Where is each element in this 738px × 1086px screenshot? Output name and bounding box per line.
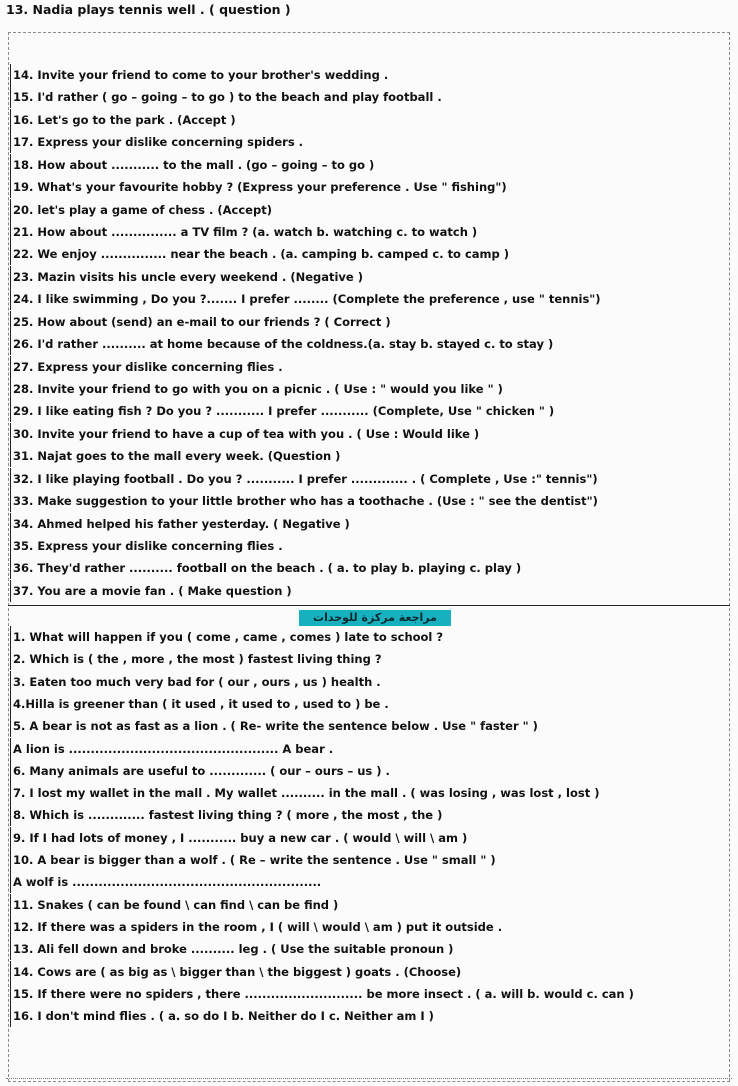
question-line: 9. If I had lots of money , I ........... buy a new car . ( would \ will \ am ) (10, 827, 467, 849)
question-line: 14. Cows are ( as big as \ bigger than \ the biggest ) goats . (Choose) (10, 961, 461, 983)
question-line: 30. Invite your friend to have a cup of tea with you . ( Use : Would like ) (10, 423, 479, 445)
question-line: 37. You are a movie fan . ( Make question ) (10, 580, 292, 602)
question-line: 11. Snakes ( can be found \ can find \ can be find ) (10, 894, 338, 916)
question-line: A wolf is ......................................................... (10, 871, 321, 893)
question-line: 35. Express your dislike concerning flies . (10, 535, 283, 557)
question-line: 1. What will happen if you ( come , came , comes ) late to school ? (10, 626, 443, 648)
section-banner: مراجعة مركزة للوحدات (299, 610, 451, 626)
question-line: 10. A bear is bigger than a wolf . ( Re – write the sentence . Use " small " ) (10, 849, 496, 871)
question-line: 24. I like swimming , Do you ?....... I prefer ........ (Complete the preference , use " tennis") (10, 288, 601, 310)
section-divider (8, 605, 730, 606)
question-line: 19. What's your favourite hobby ? (Express your preference . Use " fishing") (10, 176, 507, 198)
question-line: 36. They'd rather .......... football on the beach . ( a. to play b. playing c. play ) (10, 557, 521, 579)
question-line: 32. I like playing football . Do you ? ........... I prefer ............. . ( Complete , Use :" tennis") (10, 468, 598, 490)
question-line: 17. Express your dislike concerning spiders . (10, 131, 303, 153)
question-line: 20. let's play a game of chess . (Accept) (10, 199, 272, 221)
question-line: 23. Mazin visits his uncle every weekend . (Negative ) (10, 266, 363, 288)
question-line: 22. We enjoy ............... near the beach . (a. camping b. camped c. to camp ) (10, 243, 509, 265)
question-line: 14. Invite your friend to come to your brother's wedding . (10, 64, 388, 86)
question-line: 13. Ali fell down and broke .......... leg . ( Use the suitable pronoun ) (10, 938, 453, 960)
question-line: 31. Najat goes to the mall every week. (Question ) (10, 445, 340, 467)
question-line: 16. Let's go to the park . (Accept ) (10, 109, 236, 131)
question-line: 8. Which is ............. fastest living thing ? ( more , the most , the ) (10, 804, 442, 826)
question-line: 2. Which is ( the , more , the most ) fastest living thing ? (10, 648, 382, 670)
question-line: 15. I'd rather ( go – going – to go ) to the beach and play football . (10, 86, 442, 108)
question-line: 12. If there was a spiders in the room , I ( will \ would \ am ) put it outside . (10, 916, 502, 938)
question-line: 25. How about (send) an e-mail to our friends ? ( Correct ) (10, 311, 391, 333)
question-line: 18. How about ........... to the mall . (go – going – to go ) (10, 154, 374, 176)
question-line: A lion is ................................................ A bear . (10, 738, 333, 760)
question-line: 21. How about ............... a TV film ? (a. watch b. watching c. to watch ) (10, 221, 477, 243)
question-13: 13. Nadia plays tennis well . ( question ) (6, 2, 291, 17)
bottom-dotted-edge (6, 1078, 732, 1079)
question-line: 7. I lost my wallet in the mall . My wallet .......... in the mall . ( was losing , was lost , lost ) (10, 782, 600, 804)
question-line: 3. Eaten too much very bad for ( our , ours , us ) health . (10, 671, 381, 693)
question-line: 27. Express your dislike concerning flies . (10, 356, 283, 378)
question-line: 16. I don't mind flies . ( a. so do I b. Neither do I c. Neither am I ) (10, 1005, 434, 1027)
question-line: 5. A bear is not as fast as a lion . ( Re- write the sentence below . Use " faster " ) (10, 715, 538, 737)
question-line: 28. Invite your friend to go with you on a picnic . ( Use : " would you like " ) (10, 378, 503, 400)
question-line: 15. If there were no spiders , there ........................... be more insect . ( a. will b. would c. can ) (10, 983, 634, 1005)
question-line: 4.Hilla is greener than ( it used , it used to , used to ) be . (10, 693, 389, 715)
question-line: 33. Make suggestion to your little brother who has a toothache . (Use : " see the dentist") (10, 490, 598, 512)
question-line: 34. Ahmed helped his father yesterday. ( Negative ) (10, 513, 350, 535)
question-line: 26. I'd rather .......... at home because of the coldness.(a. stay b. stayed c. to stay ) (10, 333, 553, 355)
question-line: 6. Many animals are useful to ............. ( our – ours – us ) . (10, 760, 390, 782)
question-line: 29. I like eating fish ? Do you ? ........... I prefer ........... (Complete, Use " chicken " ) (10, 400, 554, 422)
